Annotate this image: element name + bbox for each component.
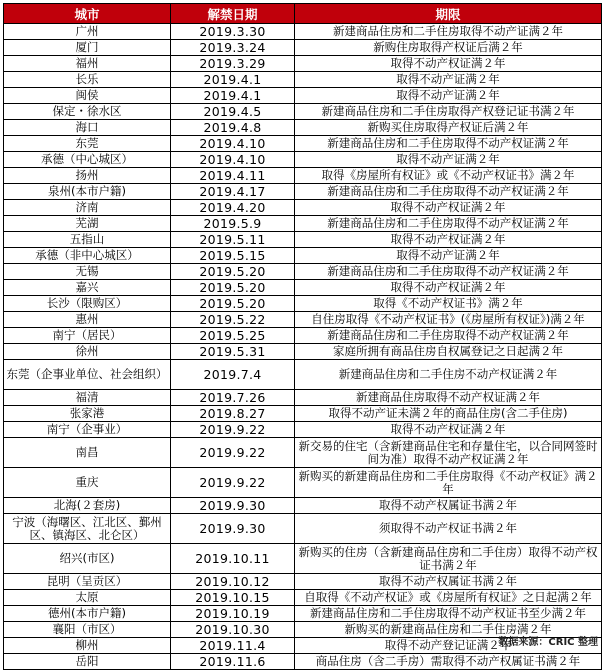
city-cell: 南宁（企事业） [4,422,171,438]
date-cell: 2019.11.6 [171,654,295,670]
city-cell: 柳州 [4,638,171,654]
table-row [4,296,602,312]
date-cell: 2019.10.11 [171,544,295,574]
term-cell: 商品住房（含二手房）需取得不动产权属证书满２年 [295,654,602,670]
table-row [4,40,602,56]
table-row [4,168,602,184]
table-row [4,184,602,200]
term-cell: 取得不动产权证满２年 [295,422,602,438]
term-cell: 新建商品住房和二手住房取得不动产权证满２年 [295,136,602,152]
table-row [4,590,602,606]
table-row [4,438,602,468]
city-cell: 泉州(本市户籍) [4,184,171,200]
city-cell: 五指山 [4,232,171,248]
term-cell: 取得不动产权证满２年 [295,56,602,72]
city-cell: 长沙（限购区） [4,296,171,312]
term-cell: 新建商品住房和二手住房取得不动产证满２年 [295,24,602,40]
term-cell: 取得不动产权证满２年 [295,280,602,296]
data-source-note: 数据来源：CRIC 整理 [498,637,598,648]
date-cell: 2019.10.19 [171,606,295,622]
date-cell: 2019.4.1 [171,72,295,88]
city-cell: 福州 [4,56,171,72]
term-cell: 新购买的新建商品住房和二手住房满２年 [295,622,602,638]
term-cell: 新建商品住房和二手住房取得不动产权证满２年 [295,184,602,200]
date-cell: 2019.4.5 [171,104,295,120]
term-cell: 新建商品住房和二手住房取得不动产权证满２年 [295,264,602,280]
city-cell: 徐州 [4,344,171,360]
date-cell: 2019.5.20 [171,296,295,312]
date-cell: 2019.4.10 [171,136,295,152]
city-cell: 海口 [4,120,171,136]
city-cell: 扬州 [4,168,171,184]
term-cell: 取得不动产权属证书满２年 [295,574,602,590]
term-cell: 新建商品住房和二手住房取得不动产权证满２年 [295,216,602,232]
table-row [4,216,602,232]
restriction-table [3,3,602,670]
date-cell: 2019.8.27 [171,406,295,422]
date-cell: 2019.5.9 [171,216,295,232]
table-row [4,406,602,422]
term-cell: 取得不动产证满２年 [295,248,602,264]
date-cell: 2019.3.24 [171,40,295,56]
date-cell: 2019.4.10 [171,152,295,168]
date-cell: 2019.4.11 [171,168,295,184]
term-cell: 取得不动产权属证书满２年 [295,498,602,514]
city-cell: 无锡 [4,264,171,280]
table-body [4,24,602,670]
term-cell: 取得不动产证满２年 [295,152,602,168]
term-cell: 新购买住房取得产权证后满２年 [295,120,602,136]
city-cell: 福清 [4,390,171,406]
date-cell: 2019.5.20 [171,264,295,280]
date-cell: 2019.11.4 [171,638,295,654]
date-cell: 2019.9.30 [171,498,295,514]
term-cell: 取得《房屋所有权证》或《不动产权证书》满２年 [295,168,602,184]
table-row [4,104,602,120]
term-cell: 取得不动产证满２年 [295,88,602,104]
city-cell: 南昌 [4,438,171,468]
table-row [4,248,602,264]
term-cell: 家庭所拥有商品住房自权属登记之日起满２年 [295,344,602,360]
city-cell: 厦门 [4,40,171,56]
term-cell: 新建商品住房和二手住房取得不动产权证满２年 [295,328,602,344]
date-cell: 2019.5.31 [171,344,295,360]
term-cell: 新交易的住宅（含新建商品住宅和存量住宅，以合同网签时间为准）取得不动产权证满２年 [295,438,602,468]
date-cell: 2019.4.1 [171,88,295,104]
table-row [4,654,602,670]
date-cell: 2019.5.15 [171,248,295,264]
header-date: 解禁日期 [171,4,295,24]
table-row [4,232,602,248]
table-row [4,56,602,72]
city-cell: 嘉兴 [4,280,171,296]
table-row [4,280,602,296]
header-term: 期限 [295,4,602,24]
table-row [4,72,602,88]
city-cell: 闽侯 [4,88,171,104]
term-cell: 自住房取得《不动产权证书》(《房屋所有权证》)满２年 [295,312,602,328]
term-cell: 自取得《不动产权证》或《房屋所有权证》之日起满２年 [295,590,602,606]
table-row [4,360,602,390]
city-cell: 北海(２套房) [4,498,171,514]
table-row [4,574,602,590]
term-cell: 取得《不动产权证书》满２年 [295,296,602,312]
date-cell: 2019.7.26 [171,390,295,406]
city-cell: 承德（中心城区） [4,152,171,168]
term-cell: 取得不动产权证满２年 [295,232,602,248]
city-cell: 德州(本市户籍) [4,606,171,622]
city-cell: 芜湖 [4,216,171,232]
date-cell: 2019.9.22 [171,422,295,438]
date-cell: 2019.4.17 [171,184,295,200]
table-row [4,312,602,328]
city-cell: 惠州 [4,312,171,328]
table-row [4,200,602,216]
date-cell: 2019.5.25 [171,328,295,344]
term-cell: 取得不动产权证满２年 [295,200,602,216]
term-cell: 新建商品住房和二手住房取得不动产权证书至少满２年 [295,606,602,622]
header-city: 城市 [4,4,171,24]
city-cell: 东莞 [4,136,171,152]
city-cell: 岳阳 [4,654,171,670]
city-cell: 南宁（居民） [4,328,171,344]
city-cell: 广州 [4,24,171,40]
table-row [4,606,602,622]
city-cell: 承德（非中心城区） [4,248,171,264]
city-cell: 东莞（企事业单位、社会组织） [4,360,171,390]
term-cell: 取得不动产登记证满２年 [295,638,602,654]
date-cell: 2019.5.11 [171,232,295,248]
term-cell: 新购买的新建商品住房和二手住房取得《不动产权证》满２年 [295,468,602,498]
date-cell: 2019.10.12 [171,574,295,590]
date-cell: 2019.9.30 [171,514,295,544]
date-cell: 2019.9.22 [171,468,295,498]
city-cell: 保定・徐水区 [4,104,171,120]
date-cell: 2019.10.30 [171,622,295,638]
term-cell: 新建商品住房和二手住房取得产权登记证书满２年 [295,104,602,120]
term-cell: 新建商品住房和二手住房不动产权证满２年 [295,360,602,390]
date-cell: 2019.4.8 [171,120,295,136]
header-row [4,4,602,24]
table-row [4,264,602,280]
city-cell: 长乐 [4,72,171,88]
table-row [4,514,602,544]
city-cell: 重庆 [4,468,171,498]
table-row [4,88,602,104]
date-cell: 2019.7.4 [171,360,295,390]
city-cell: 济南 [4,200,171,216]
term-cell: 新建商品住房取得不动产权证满２年 [295,390,602,406]
table-row [4,120,602,136]
date-cell: 2019.10.15 [171,590,295,606]
city-cell: 绍兴(市区) [4,544,171,574]
date-cell: 2019.9.22 [171,438,295,468]
table-row [4,344,602,360]
term-cell: 取得不动产证满２年 [295,72,602,88]
table-row [4,544,602,574]
date-cell: 2019.3.30 [171,24,295,40]
table-row [4,422,602,438]
table-row [4,390,602,406]
city-cell: 襄阳（市区） [4,622,171,638]
date-cell: 2019.3.29 [171,56,295,72]
term-cell: 新购住房取得产权证后满２年 [295,40,602,56]
table-row [4,136,602,152]
date-cell: 2019.5.20 [171,280,295,296]
city-cell: 昆明（呈贡区） [4,574,171,590]
city-cell: 张家港 [4,406,171,422]
table-row [4,152,602,168]
table-row [4,328,602,344]
date-cell: 2019.4.20 [171,200,295,216]
term-cell: 取得不动产证未满２年的商品住房(含二手住房) [295,406,602,422]
date-cell: 2019.5.22 [171,312,295,328]
term-cell: 须取得不动产权证书满２年 [295,514,602,544]
table-row [4,24,602,40]
term-cell: 新购买的住房（含新建商品住房和二手住房）取得不动产权证书满２年 [295,544,602,574]
city-cell: 宁波（海曙区、江北区、鄞州区、镇海区、北仑区） [4,514,171,544]
city-cell: 太原 [4,590,171,606]
table-row [4,498,602,514]
table-row [4,468,602,498]
